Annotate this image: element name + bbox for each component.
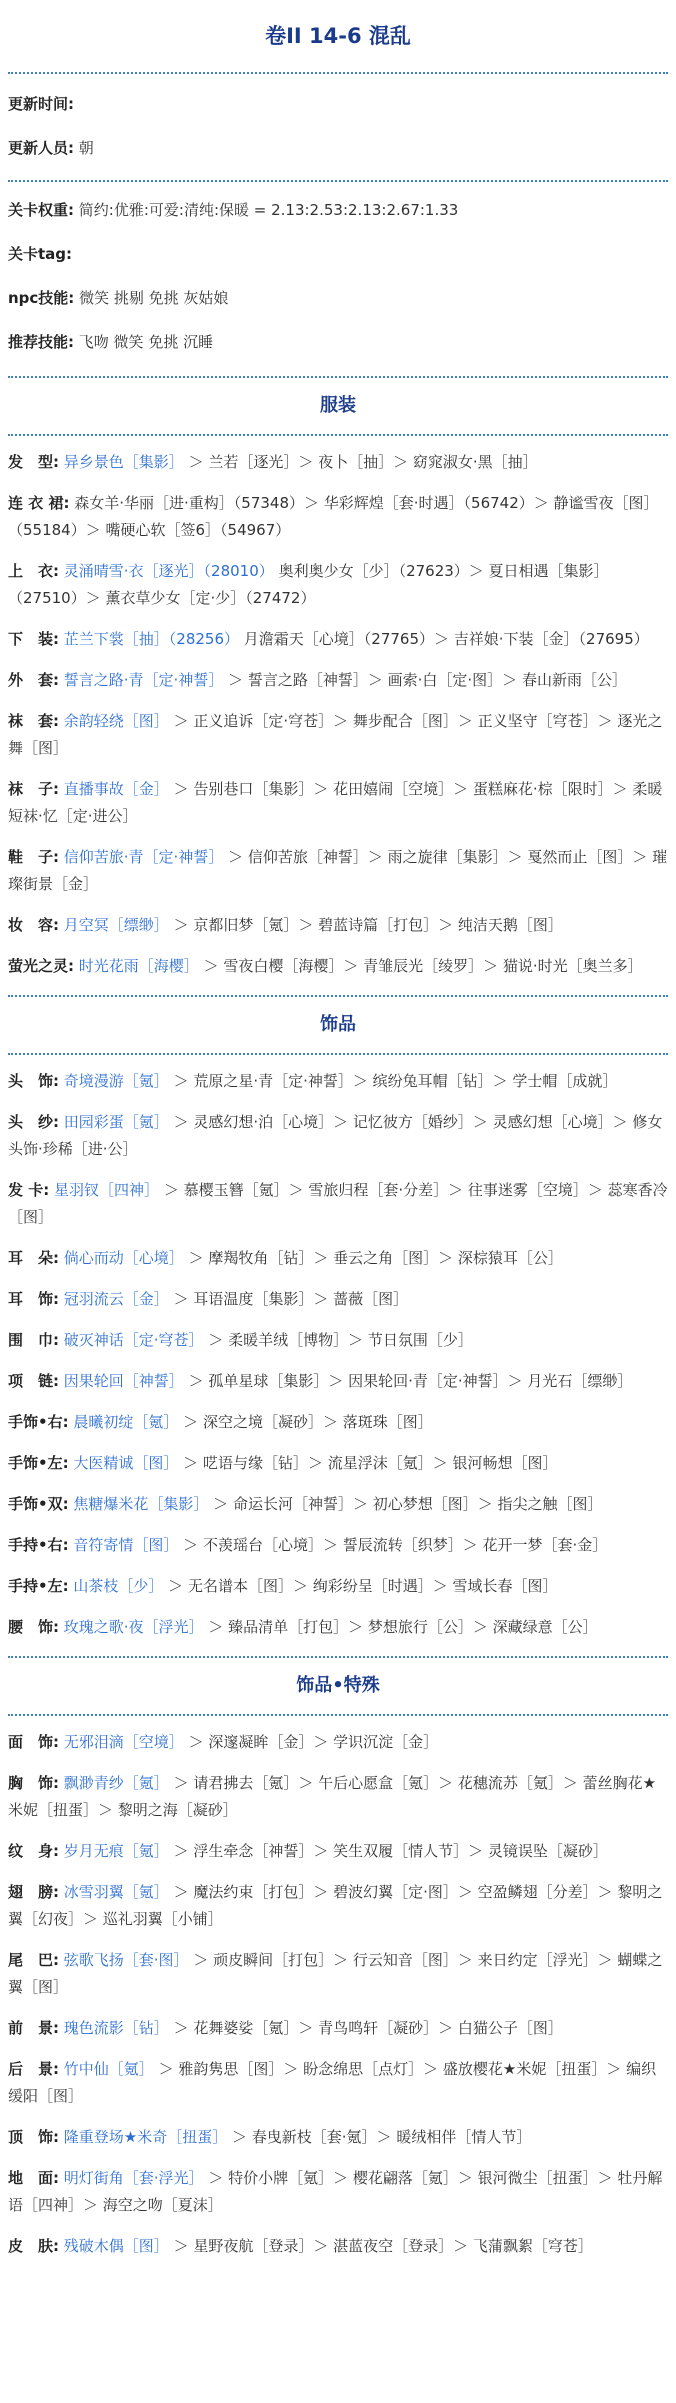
info-label: 关卡tag: [8, 245, 73, 263]
alternatives-text: ＞ 无名谱本［图］＞ 绚彩纷呈［时遇］＞ 雪域长春［图］ [168, 1577, 558, 1595]
list-item [8, 2226, 668, 2267]
top-pick-link[interactable]: 余韵轻绕［图］ [63, 712, 169, 730]
section-title: 饰品 [320, 1014, 356, 1035]
top-pick-link[interactable]: 因果轮回［神誓］ [63, 1372, 184, 1390]
list-item [8, 1722, 668, 1763]
section-title: 服装 [320, 395, 356, 416]
info-label: 更新时间: [8, 95, 74, 113]
slot-label: 尾 巴: [8, 1951, 59, 1969]
alternatives-text: ＞ 雅韵隽思［图］＞ 盼念绵思［点灯］＞ 盛放樱花★米妮［扭蛋］＞ 编织缓阳［图］ [8, 2060, 657, 2105]
top-pick-link[interactable]: 焦糖爆米花［集影］ [73, 1495, 209, 1513]
slot-label: 手持•右: [8, 1536, 69, 1554]
top-pick-link[interactable]: 冰雪羽翼［氪］ [63, 1883, 169, 1901]
top-pick-link[interactable]: 异乡景色［集影］ [63, 453, 184, 471]
alternatives-text: ＞ 特价小牌［氪］＞ 樱花翩落［氪］＞ 银河微尘［扭蛋］＞ 牡丹解语［四神］＞ 海空之吻［夏沫］ [8, 2169, 663, 2214]
alternatives-text: ＞ 荒原之星·青［定·神誓］＞ 缤纷兔耳帽［钻］＞ 学士帽［成就］ [173, 1072, 618, 1090]
alternatives-text: ＞ 誓言之路［神誓］＞ 画索·白［定·图］＞ 春山新雨［公］ [228, 671, 627, 689]
top-pick-link[interactable]: 明灯街角［套·浮光］ [63, 2169, 204, 2187]
top-pick-link[interactable]: 芷兰下裳［抽］（28256） [63, 630, 239, 648]
slot-label: 袜 套: [8, 712, 59, 730]
top-pick-link[interactable]: 岁月无痕［氪］ [63, 1842, 169, 1860]
list-item [8, 1872, 668, 1940]
list-item [8, 442, 668, 483]
alternatives-text: ＞ 正义追诉［定·穹苍］＞ 舞步配合［图］＞ 正义坚守［穹苍］＞ 逐光之舞［图］ [8, 712, 663, 757]
alternatives-text: ＞ 耳语温度［集影］＞ 蔷薇［图］ [173, 1290, 409, 1308]
alternatives-text: ＞ 花舞婆娑［氪］＞ 青鸟鸣轩［凝砂］＞ 白猫公子［图］ [173, 2019, 563, 2037]
slot-label: 鞋 子: [8, 848, 59, 866]
top-pick-link[interactable]: 残破木偶［图］ [63, 2237, 169, 2255]
slot-label: 纹 身: [8, 1842, 59, 1860]
list-item [8, 1170, 668, 1238]
top-pick-link[interactable]: 灵涌晴雪·衣［逐光］（28010） [63, 562, 274, 580]
info-row-weight [8, 188, 668, 232]
slot-label: 连 衣 裙: [8, 494, 70, 512]
list-item [8, 1402, 668, 1443]
alternatives-text: ＞ 春曳新枝［套·氪］＞ 暖绒相伴［情人节］ [232, 2128, 532, 2146]
top-pick-link[interactable]: 信仰苦旅·青［定·神誓］ [63, 848, 224, 866]
slot-label: 袜 子: [8, 780, 59, 798]
top-pick-link[interactable]: 冠羽流云［金］ [63, 1290, 169, 1308]
top-pick-link[interactable]: 奇境漫游［氪］ [63, 1072, 169, 1090]
alternatives-text: ＞ 孤单星球［集影］＞ 因果轮回·青［定·神誓］＞ 月光石［缥缈］ [188, 1372, 633, 1390]
top-pick-link[interactable]: 山茶枝［少］ [73, 1577, 164, 1595]
list-item [8, 2008, 668, 2049]
info-row-recommended-skills [8, 320, 668, 364]
alternatives-text: 奥利奥少女［少］（27623）＞ 夏日相遇［集影］（27510）＞ 薰衣草少女［定·少］（27472） [8, 562, 609, 607]
list-item [8, 483, 668, 551]
list-item [8, 1940, 668, 2008]
list-item [8, 701, 668, 769]
slot-label: 围 巾: [8, 1331, 59, 1349]
alternatives-text: ＞ 雪夜白樱［海樱］＞ 青雏辰光［绫罗］＞ 猫说·时光［奥兰多］ [203, 957, 643, 975]
top-pick-link[interactable]: 月空冥［缥缈］ [63, 916, 169, 934]
top-pick-link[interactable]: 隆重登场★米奇［扭蛋］ [63, 2128, 228, 2146]
slot-label: 妆 容: [8, 916, 59, 934]
alternatives-text: ＞ 命运长河［神誓］＞ 初心梦想［图］＞ 指尖之触［图］ [213, 1495, 603, 1513]
item-list [8, 436, 668, 995]
slot-label: 前 景: [8, 2019, 59, 2037]
top-pick-link[interactable]: 田园彩蛋［氪］ [63, 1113, 169, 1131]
alternatives-text: ＞ 顽皮瞬间［打包］＞ 行云知音［图］＞ 来日约定［浮光］＞ 蝴蝶之翼［图］ [8, 1951, 663, 1996]
top-pick-link[interactable]: 飘渺青纱［氪］ [63, 1774, 169, 1792]
update-info [8, 74, 668, 180]
info-label: npc技能: [8, 289, 75, 307]
slot-label: 翅 膀: [8, 1883, 59, 1901]
alternatives-text: ＞ 星野夜航［登录］＞ 湛蓝夜空［登录］＞ 飞蒲飘絮［穹苍］ [173, 2237, 593, 2255]
slot-label: 皮 肤: [8, 2237, 59, 2255]
slot-label: 腰 饰: [8, 1618, 59, 1636]
info-value: 简约:优雅:可爱:清纯:保暖 = 2.13:2.53:2.13:2.67:1.33 [78, 201, 459, 219]
top-pick-link[interactable]: 音符寄情［图］ [73, 1536, 179, 1554]
alternatives-text: ＞ 臻品清单［打包］＞ 梦想旅行［公］＞ 深藏绿意［公］ [208, 1618, 598, 1636]
slot-label: 下 装: [8, 630, 59, 648]
alternatives-text: ＞ 柔暖羊绒［博物］＞ 节日氛围［少］ [208, 1331, 473, 1349]
alternatives-text: ＞ 魔法约束［打包］＞ 碧波幻翼［定·图］＞ 空盈鳞翅［分差］＞ 黎明之翼［幻夜］＞ 巡礼羽翼［小铺］ [8, 1883, 663, 1928]
top-pick-link[interactable]: 竹中仙［氪］ [63, 2060, 154, 2078]
section-title: 饰品•特殊 [296, 1675, 380, 1696]
info-row-updater [8, 126, 668, 170]
slot-label: 面 饰: [8, 1733, 59, 1751]
alternatives-text: ＞ 告别巷口［集影］＞ 花田嬉闹［空境］＞ 蛋糕麻花·棕［限时］＞ 柔暖短袜·忆［定·进公］ [8, 780, 663, 825]
list-item [8, 1061, 668, 1102]
list-item [8, 2158, 668, 2226]
top-pick-link[interactable]: 玫瑰之歌·夜［浮光］ [63, 1618, 204, 1636]
alternatives-text: ＞ 呓语与缘［钻］＞ 流星浮沫［氪］＞ 银河畅想［图］ [183, 1454, 558, 1472]
alternatives-text: ＞ 深邃凝眸［金］＞ 学识沉淀［金］ [188, 1733, 439, 1751]
slot-label: 耳 饰: [8, 1290, 59, 1308]
sections [8, 376, 668, 2275]
info-value: 朝 [78, 139, 94, 157]
info-row-tag [8, 232, 668, 276]
info-label: 推荐技能: [8, 333, 74, 351]
slot-label: 发 卡: [8, 1181, 50, 1199]
info-row-npc-skills [8, 276, 668, 320]
alternatives-text: ＞ 请君拂去［氪］＞ 午后心愿盒［氪］＞ 花穗流苏［氪］＞ 蕾丝胸花★米妮［扭蛋］＞ 黎明之海［凝砂］ [8, 1774, 657, 1819]
list-item [8, 1566, 668, 1607]
slot-label: 项 链: [8, 1372, 59, 1390]
list-item [8, 1238, 668, 1279]
alternatives-text: ＞ 灵感幻想·泊［心境］＞ 记忆彼方［婚纱］＞ 灵感幻想［心境］＞ 修女头饰·珍稀［进·公］ [8, 1113, 663, 1158]
slot-label: 顶 饰: [8, 2128, 59, 2146]
slot-label: 胸 饰: [8, 1774, 59, 1792]
info-row-update-time [8, 82, 668, 126]
list-item [8, 1320, 668, 1361]
alternatives-text: ＞ 摩羯牧角［钻］＞ 垂云之角［图］＞ 深棕猿耳［公］ [188, 1249, 563, 1267]
list-item [8, 660, 668, 701]
slot-label: 手持•左: [8, 1577, 69, 1595]
alternatives-text: ＞ 不羡瑶台［心境］＞ 誓辰流转［织梦］＞ 花开一梦［套·金］ [183, 1536, 608, 1554]
info-value: 飞吻 微笑 免挑 沉睡 [78, 333, 214, 351]
slot-label: 萤光之灵: [8, 957, 74, 975]
alternatives-text: 月澹霜天［心境］（27765）＞ 吉祥娘·下装［金］（27695） [243, 630, 649, 648]
list-item [8, 1361, 668, 1402]
top-pick-link[interactable]: 破灭神话［定·穹苍］ [63, 1331, 204, 1349]
top-pick-link[interactable]: 瑰色流影［钻］ [63, 2019, 169, 2037]
list-item [8, 1484, 668, 1525]
top-pick-link[interactable]: 倘心而动［心境］ [63, 1249, 184, 1267]
alternatives-text: ＞ 京都旧梦［氪］＞ 碧蓝诗篇［打包］＞ 纯洁天鹅［图］ [173, 916, 563, 934]
list-item [8, 2117, 668, 2158]
alternatives-text: ＞ 深空之境［凝砂］＞ 落斑珠［图］ [183, 1413, 433, 1431]
list-item [8, 1102, 668, 1170]
alternatives-text: 森女羊·华丽［进·重构］（57348）＞ 华彩辉煌［套·时遇］（56742）＞ 静谧雪夜［图］（55184）＞ 嘴硬心软［签6］（54967） [8, 494, 659, 539]
page-title: 卷II 14-6 混乱 [265, 24, 411, 48]
top-pick-link[interactable]: 时光花雨［海樱］ [78, 957, 199, 975]
list-item [8, 619, 668, 660]
info-value: 微笑 挑剔 免挑 灰姑娘 [79, 289, 229, 307]
list-item [8, 2049, 668, 2117]
slot-label: 上 衣: [8, 562, 59, 580]
item-list [8, 1055, 668, 1656]
slot-label: 手饰•右: [8, 1413, 69, 1431]
list-item [8, 769, 668, 837]
info-label: 关卡权重: [8, 201, 74, 219]
slot-label: 发 型: [8, 453, 59, 471]
list-item [8, 1279, 668, 1320]
alternatives-text: ＞ 兰若［逐光］＞ 夜卜［抽］＞ 窈窕淑女·黑［抽］ [188, 453, 538, 471]
slot-label: 手饰•左: [8, 1454, 69, 1472]
list-item [8, 1763, 668, 1831]
top-pick-link[interactable]: 大医精诚［图］ [73, 1454, 179, 1472]
level-info [8, 182, 668, 376]
info-label: 更新人员: [8, 139, 74, 157]
top-pick-link[interactable]: 直播事故［金］ [63, 780, 169, 798]
alternatives-text: ＞ 慕樱玉簪［氪］＞ 雪旅归程［套·分差］＞ 往事迷雾［空境］＞ 蕊寒香冷［图］ [8, 1181, 668, 1226]
list-item [8, 905, 668, 946]
slot-label: 头 纱: [8, 1113, 59, 1131]
alternatives-text: ＞ 信仰苦旅［神誓］＞ 雨之旋律［集影］＞ 戛然而止［图］＞ 璀璨街景［金］ [8, 848, 668, 893]
list-item [8, 551, 668, 619]
top-pick-link[interactable]: 誓言之路·青［定·神誓］ [63, 671, 224, 689]
list-item [8, 1607, 668, 1648]
item-list [8, 1716, 668, 2275]
slot-label: 头 饰: [8, 1072, 59, 1090]
slot-label: 手饰•双: [8, 1495, 69, 1513]
list-item [8, 1831, 668, 1872]
top-pick-link[interactable]: 晨曦初绽［氪］ [73, 1413, 179, 1431]
top-pick-link[interactable]: 无邪泪滴［空境］ [63, 1733, 184, 1751]
slot-label: 外 套: [8, 671, 59, 689]
slot-label: 后 景: [8, 2060, 59, 2078]
list-item [8, 946, 668, 987]
slot-label: 耳 朵: [8, 1249, 59, 1267]
list-item [8, 1525, 668, 1566]
list-item [8, 1443, 668, 1484]
list-item [8, 837, 668, 905]
top-pick-link[interactable]: 弦歌飞扬［套·图］ [63, 1951, 189, 1969]
alternatives-text: ＞ 浮生牵念［神誓］＞ 笑生双履［情人节］＞ 灵镜误坠［凝砂］ [173, 1842, 608, 1860]
top-pick-link[interactable]: 星羽钗［四神］ [54, 1181, 160, 1199]
slot-label: 地 面: [8, 2169, 59, 2187]
